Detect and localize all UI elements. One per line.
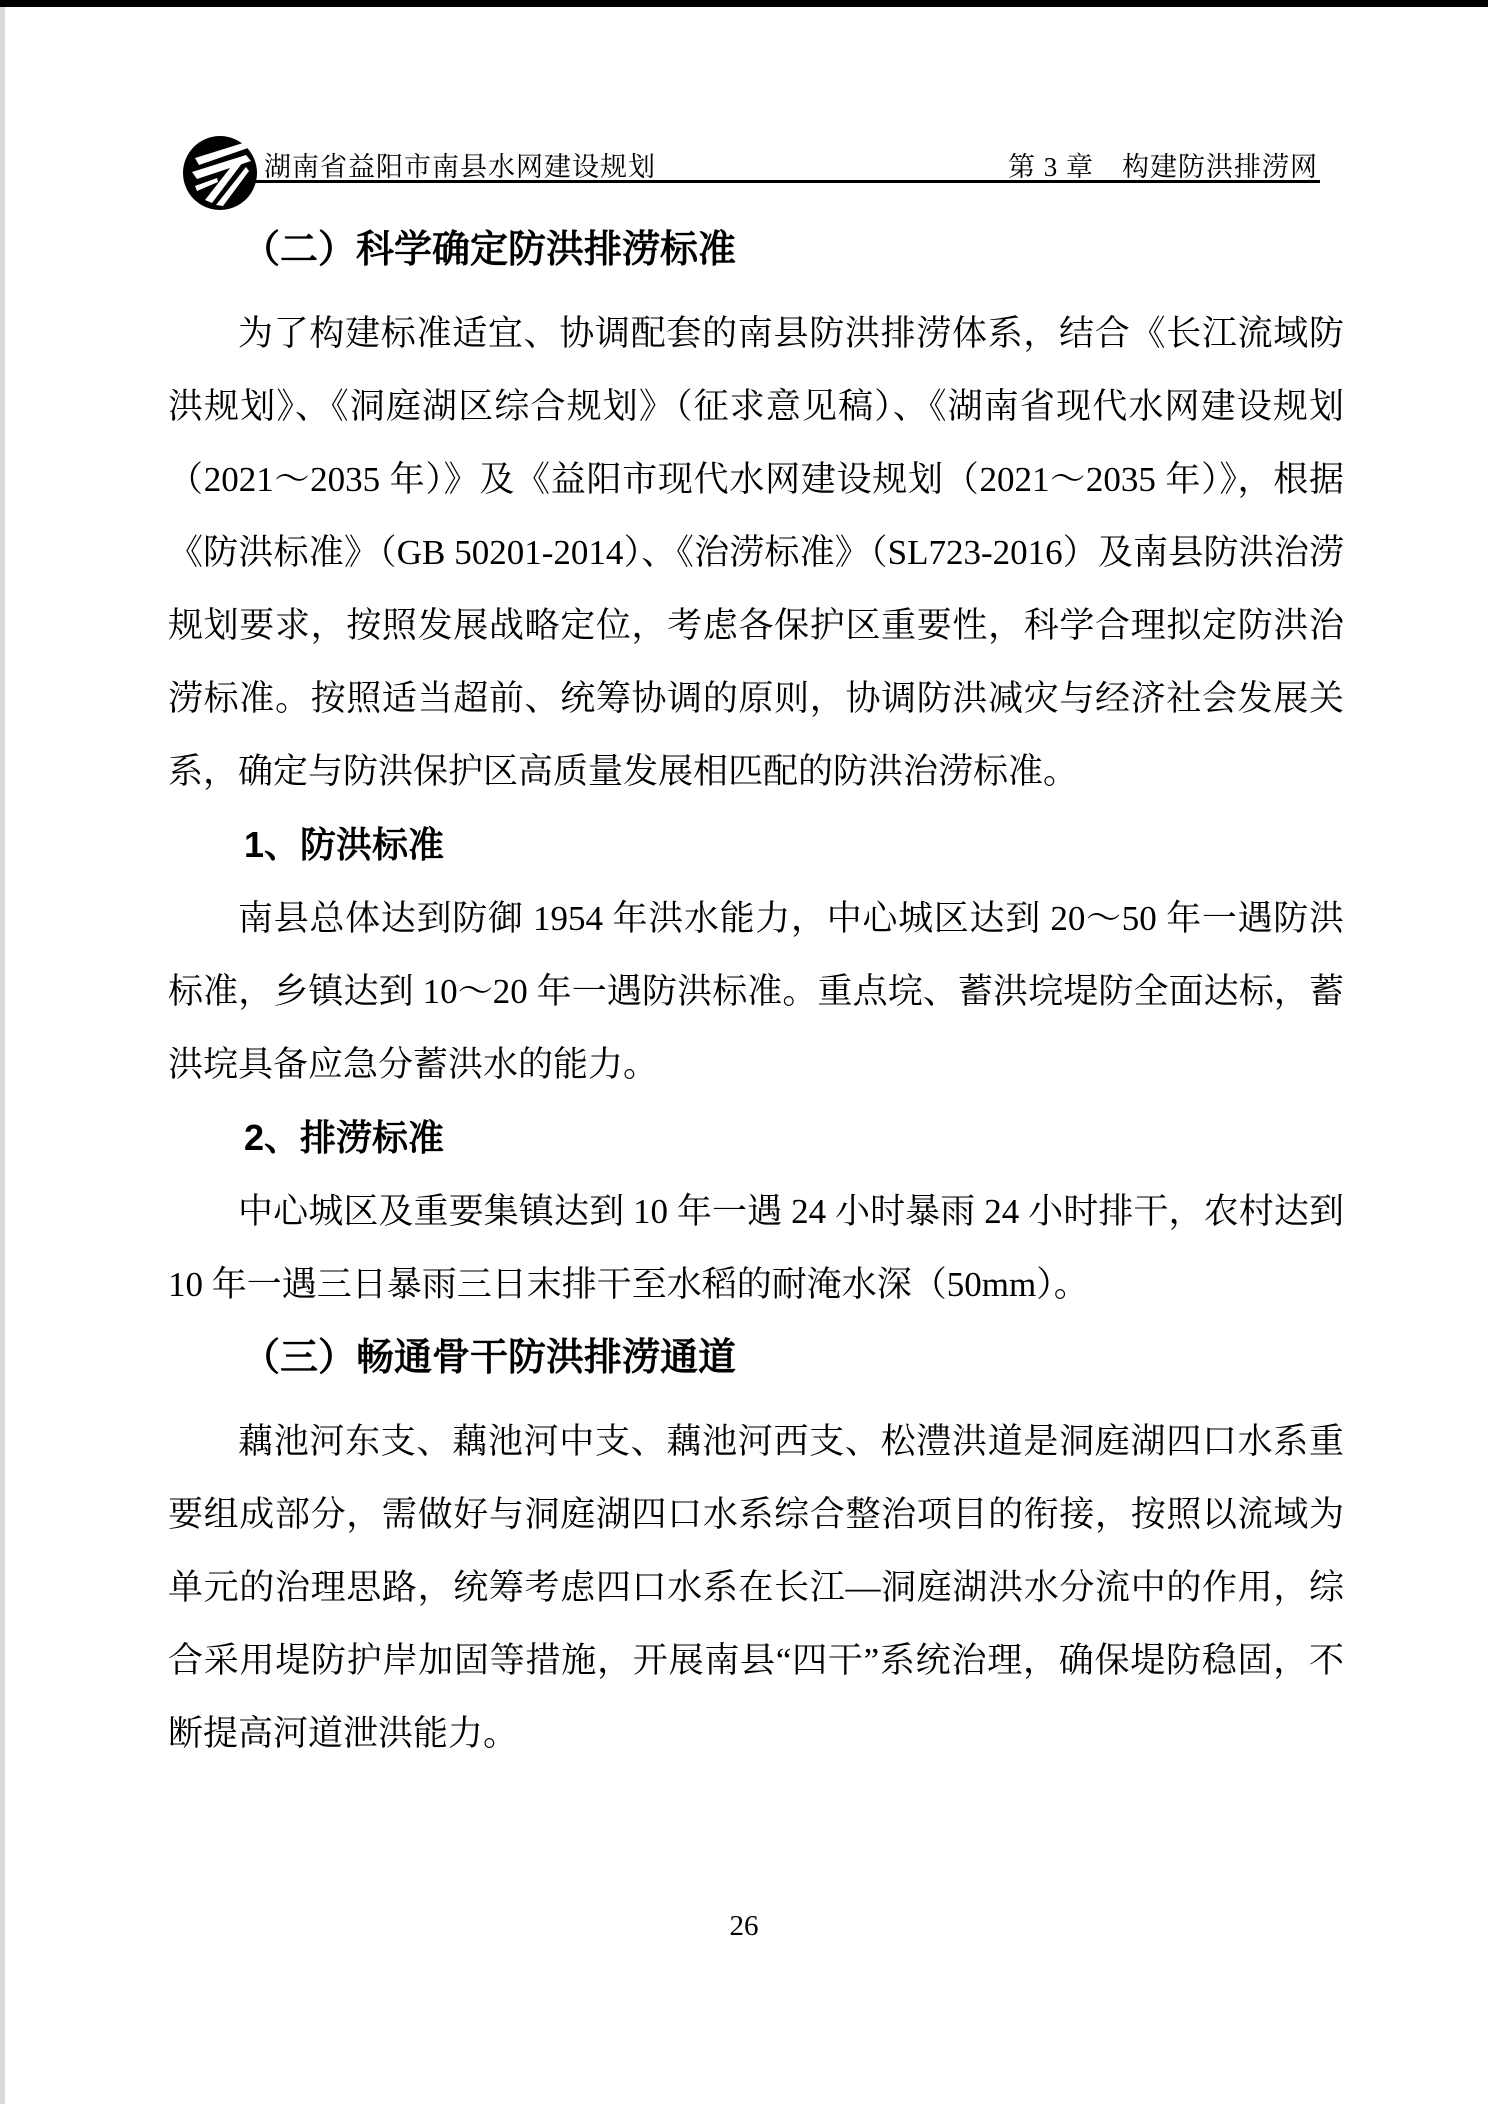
header-chapter-title: 第 3 章 构建防洪排涝网 (1008, 152, 1318, 182)
page-number: 26 (729, 1910, 759, 1942)
section-heading-3: （三）畅通骨干防洪排涝通道 (242, 1337, 737, 1379)
document-body (168, 213, 1344, 1770)
paragraph-flood-control-standard: 南县总体达到防御 1954 年洪水能力，中心城区达到 20～50 年一遇防洪标准，乡镇达到 10～20 年一遇防洪标准。重点垸、蓄洪垸堤防全面达标，蓄洪垸具备应急分蓄洪水的能力。 (168, 899, 1344, 1084)
subheading-flood-control-standard: 1、防洪标准 (244, 824, 445, 865)
header-document-title: 湖南省益阳市南县水网建设规划 (264, 152, 656, 182)
scan-edge-top (0, 0, 1488, 7)
header-logo-icon (183, 136, 257, 210)
paragraph-intro: 为了构建标准适宜、协调配套的南县防洪排涝体系，结合《长江流域防洪规划》、《洞庭湖区综合规划》（征求意见稿）、《湖南省现代水网建设规划（2021～2035 年）》及《益阳市现代水网建设规划（2021～2035 年）》，根据《防洪标准》（GB 50201-2014）、《治涝标准》（SL723-2016）及南县防洪治涝规划要求，按照发展战略定位，考虑各保护区重要性，科学合理拟定防洪治涝标准。按照适当超前、统筹协调的原则，协调防洪减灾与经济社会发展关系，确定与防洪保护区高质量发展相匹配的防洪治涝标准。 (168, 314, 1344, 791)
subheading-drainage-standard: 2、排涝标准 (244, 1117, 445, 1158)
paragraph-channels: 藕池河东支、藕池河中支、藕池河西支、松澧洪道是洞庭湖四口水系重要组成部分，需做好与洞庭湖四口水系综合整治项目的衔接，按照以流域为单元的治理思路，统筹考虑四口水系在长江—洞庭湖洪水分流中的作用，综合采用堤防护岸加固等措施，开展南县“四干”系统治理，确保堤防稳固，不断提高河道泄洪能力。 (168, 1422, 1344, 1753)
scan-edge-left (0, 7, 5, 2104)
section-heading-2: （二）科学确定防洪排涝标准 (242, 229, 737, 271)
paragraph-drainage-standard: 中心城区及重要集镇达到 10 年一遇 24 小时暴雨 24 小时排干，农村达到 10 年一遇三日暴雨三日末排干至水稻的耐淹水深（50mm）。 (168, 1192, 1344, 1304)
